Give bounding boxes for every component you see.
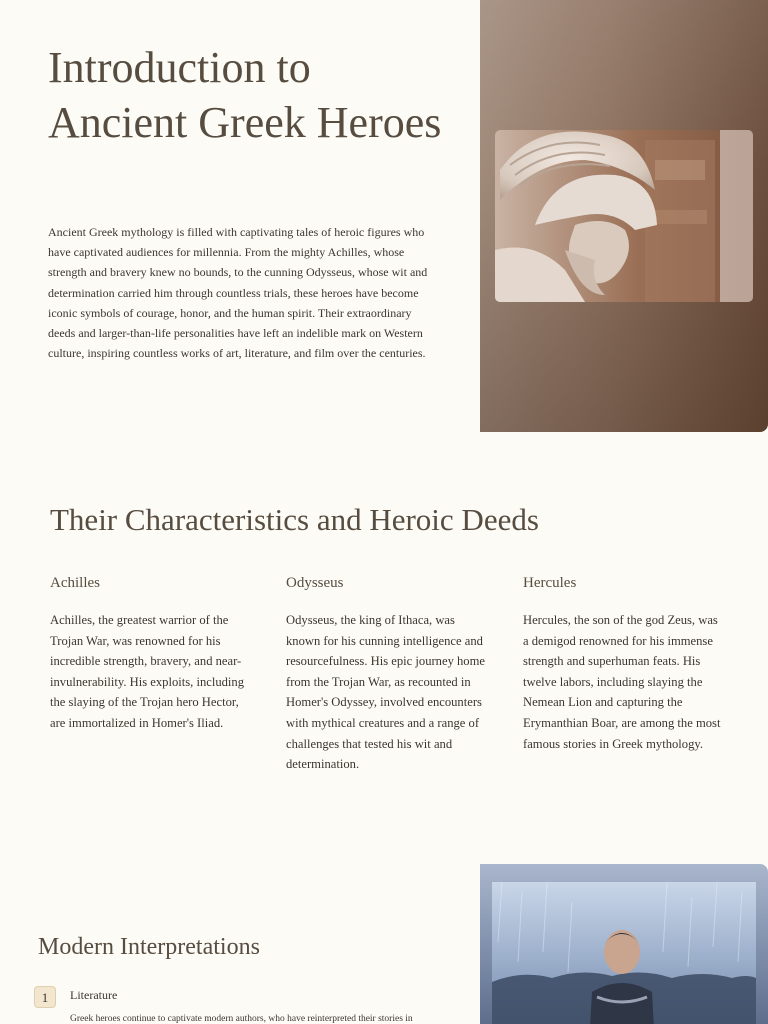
intro-image-panel [480,0,768,432]
hero-description: Odysseus, the king of Ithaca, was known for his cunning intelligence and resourcefulness. His epic journey home from the Trojan War, as recounted in Homer's Odyssey, involved encounters with mythical creatures and a range of challenges that tested his wit and determination. [286,613,485,772]
page-title: Introduction to Ancient Greek Heroes [48,43,442,147]
list-item-text: Greek heroes continue to captivate modern authors, who have reinterpreted their stories in [70,1014,413,1024]
statue-image [495,130,753,302]
film-poster-image [492,882,756,1024]
section-title-modern: Modern Interpretations [38,934,260,960]
hero-description: Achilles, the greatest warrior of the Trojan War, was renowned for his incredible strength, bravery, and near-invulnerability. His exploits, including the slaying of the Trojan hero Hector, are immortalized in Homer's Iliad. [50,613,245,730]
hero-name: Hercules [523,575,577,591]
list-number-badge: 1 [34,986,56,1008]
modern-image-panel [480,864,768,1024]
hero-card-hercules [523,572,723,754]
hero-name: Odysseus [286,575,344,591]
hero-description: Hercules, the son of the god Zeus, was a demigod renowned for his immense strength and superhuman feats. His twelve labors, including slaying the Nemean Lion and capturing the Erymanthian Boar, are among the most famous stories in Greek mythology. [523,613,721,751]
hero-card-achilles [50,572,250,734]
intro-paragraph: Ancient Greek mythology is filled with captivating tales of heroic figures who have captivated audiences for millennia. From the mighty Achilles, whose strength and bravery knew no bounds, to the cunning Odysseus, whose wit and determination carried him through countless trials, these heroes have become iconic symbols of courage, honor, and the human spirit. Their extraordinary deeds and larger-than-life personalities have left an indelible mark on Western culture, inspiring countless works of art, literature, and film over the centuries. [48,225,428,361]
hero-card-odysseus [286,572,486,775]
hero-name: Achilles [50,575,100,591]
list-item-title: Literature [70,988,118,1002]
section-title-characteristics: Their Characteristics and Heroic Deeds [50,502,539,537]
